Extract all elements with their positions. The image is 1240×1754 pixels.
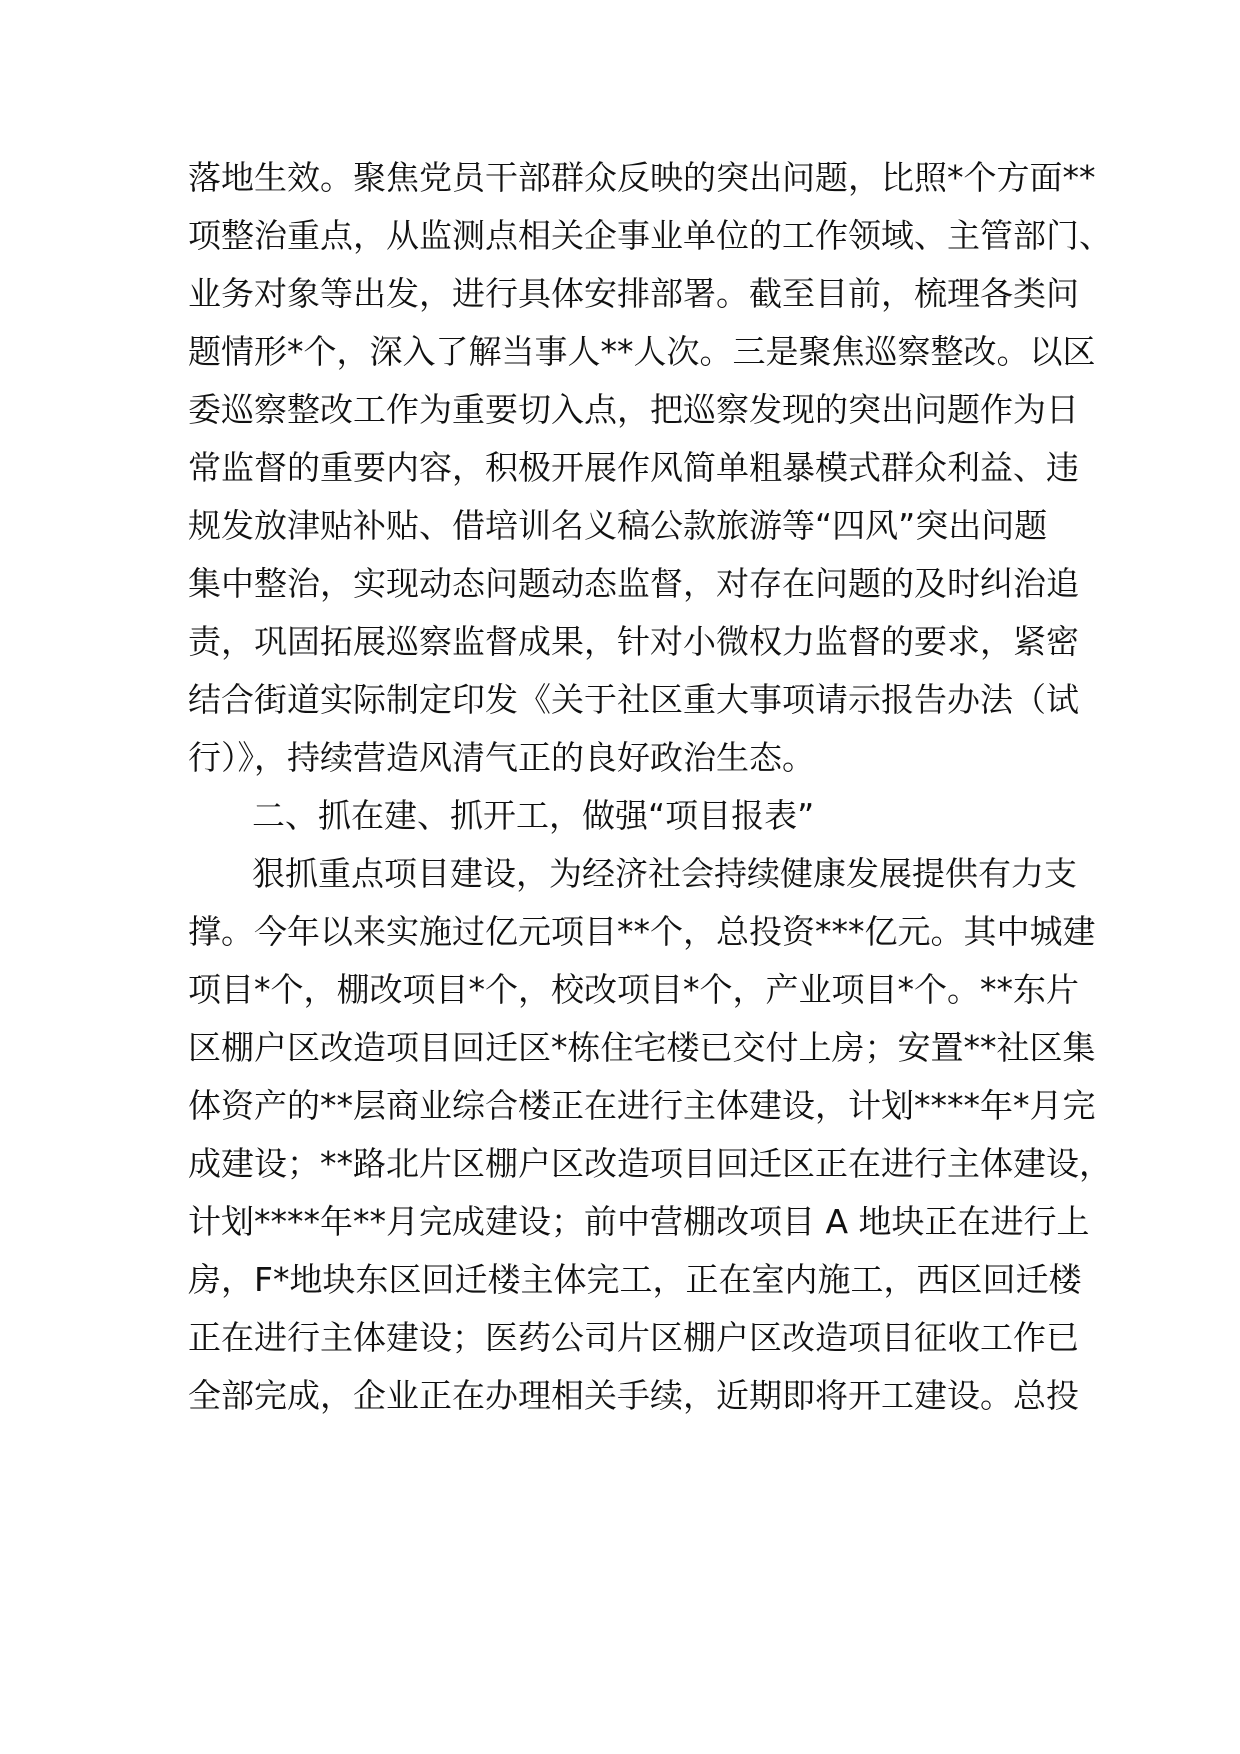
text-line: 区棚户区改造项目回迁区*栋住宅楼已交付上房；安置**社区集 — [188, 1028, 1096, 1067]
text-line: 项整治重点，从监测点相关企事业单位的工作领域、主管部门、 — [188, 216, 1112, 255]
text-line: 体资产的**层商业综合楼正在进行主体建设，计划****年*月完 — [188, 1086, 1096, 1125]
text-line: 计划****年**月完成建设；前中营棚改项目 A 地块正在进行上 — [188, 1202, 1090, 1241]
text-line: 业务对象等出发，进行具体安排部署。截至目前，梳理各类问 — [188, 274, 1079, 313]
text-line: 全部完成，企业正在办理相关手续，近期即将开工建设。总投 — [188, 1376, 1079, 1415]
text-line: 结合街道实际制定印发《关于社区重大事项请示报告办法（试 — [188, 680, 1079, 719]
text-line: 责，巩固拓展巡察监督成果，针对小微权力监督的要求，紧密 — [188, 622, 1079, 661]
text-line: 常监督的重要内容，积极开展作风简单粗暴模式群众利益、违 — [188, 448, 1079, 487]
text-line: 落地生效。聚焦党员干部群众反映的突出问题，比照*个方面** — [188, 158, 1096, 197]
text-line: 题情形*个，深入了解当事人**人次。三是聚焦巡察整改。以区 — [188, 332, 1096, 371]
paragraph-first-line: 狠抓重点项目建设，为经济社会持续健康发展提供有力支 — [252, 854, 1077, 893]
text-line: 行）》，持续营造风清气正的良好政治生态。 — [188, 738, 815, 777]
text-line: 房，F*地块东区回迁楼主体完工，正在室内施工，西区回迁楼 — [188, 1260, 1082, 1299]
text-line: 成建设；**路北片区棚户区改造项目回迁区正在进行主体建设， — [188, 1144, 1112, 1183]
text-line: 规发放津贴补贴、借培训名义稿公款旅游等“四风”突出问题 — [188, 506, 1048, 545]
text-line: 委巡察整改工作为重要切入点，把巡察发现的突出问题作为日 — [188, 390, 1079, 429]
text-line: 集中整治，实现动态问题动态监督，对存在问题的及时纠治追 — [188, 564, 1079, 603]
text-line: 正在进行主体建设；医药公司片区棚户区改造项目征收工作已 — [188, 1318, 1079, 1357]
text-line: 撑。今年以来实施过亿元项目**个，总投资***亿元。其中城建 — [188, 912, 1096, 951]
text-line: 项目*个，棚改项目*个，校改项目*个，产业项目*个。**东片 — [188, 970, 1079, 1009]
section-heading: 二、抓在建、抓开工，做强“项目报表” — [252, 796, 815, 835]
